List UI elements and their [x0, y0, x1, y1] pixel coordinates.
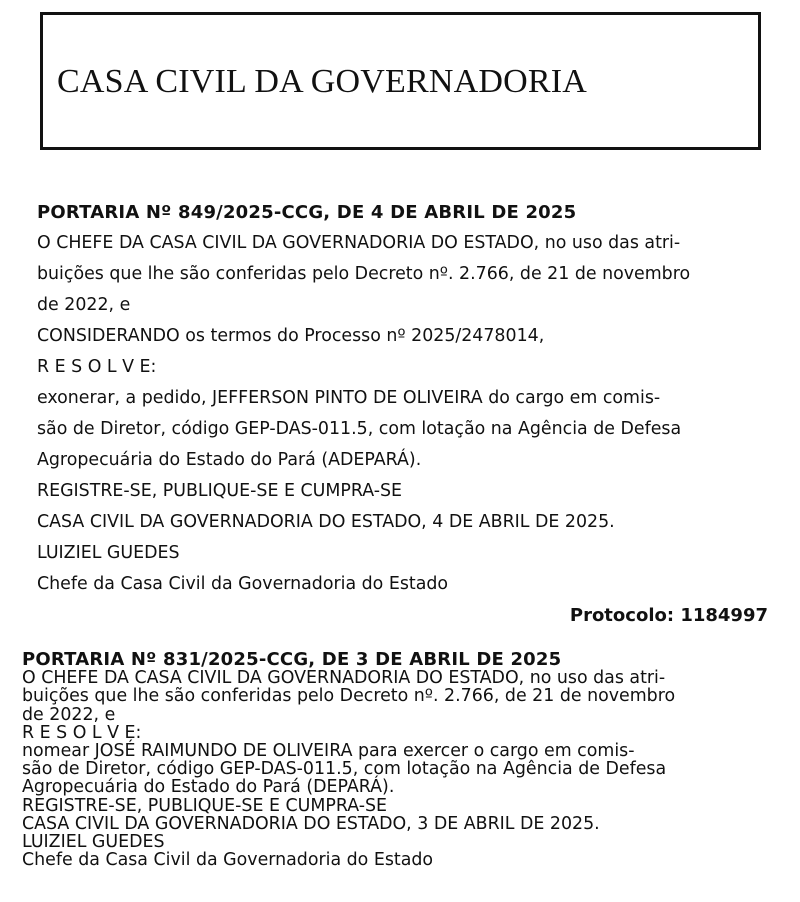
signatory-role: Chefe da Casa Civil da Governadoria do Estado: [37, 574, 449, 594]
portaria-title: PORTARIA Nº 849/2025-CCG, DE 4 DE ABRIL DE 2025: [37, 202, 577, 223]
place-date-line: CASA CIVIL DA GOVERNADORIA DO ESTADO, 4 DE ABRIL DE 2025.: [37, 512, 615, 532]
body-line: são de Diretor, código GEP-DAS-011.5, com lotação na Agência de Defesa: [37, 419, 682, 439]
body-line: Agropecuária do Estado do Pará (ADEPARÁ).: [37, 450, 422, 470]
signatory-role: Chefe da Casa Civil da Governadoria do Estado: [22, 850, 434, 871]
portaria-831: [22, 651, 782, 869]
resolve-line: R E S O L V E:: [22, 722, 142, 743]
body-line: buições que lhe são conferidas pelo Decreto nº. 2.766, de 21 de novembro: [37, 264, 691, 284]
body-line: O CHEFE DA CASA CIVIL DA GOVERNADORIA DO ESTADO, no uso das atri-: [37, 233, 681, 253]
body-line: Agropecuária do Estado do Pará (DEPARÁ).: [22, 777, 395, 798]
registre-line: REGISTRE-SE, PUBLIQUE-SE E CUMPRA-SE: [22, 795, 388, 816]
registre-line: REGISTRE-SE, PUBLIQUE-SE E CUMPRA-SE: [37, 481, 403, 501]
header-box: [40, 12, 761, 150]
signatory-name: LUIZIEL GUEDES: [22, 832, 165, 853]
portaria-849: [37, 197, 767, 631]
body-line: nomear JOSÉ RAIMUNDO DE OLIVEIRA para exercer o cargo em comis-: [22, 741, 635, 762]
body-line: buições que lhe são conferidas pelo Decreto nº. 2.766, de 21 de novembro: [22, 686, 676, 707]
body-line: são de Diretor, código GEP-DAS-011.5, com lotação na Agência de Defesa: [22, 759, 667, 780]
body-line: de 2022, e: [37, 295, 131, 315]
place-date-line: CASA CIVIL DA GOVERNADORIA DO ESTADO, 3 DE ABRIL DE 2025.: [22, 813, 600, 834]
section-title: CASA CIVIL DA GOVERNADORIA: [57, 63, 588, 100]
considerando-line: CONSIDERANDO os termos do Processo nº 2025/2478014,: [37, 326, 545, 346]
body-line: de 2022, e: [22, 704, 116, 725]
body-line: exonerar, a pedido, JEFFERSON PINTO DE OLIVEIRA do cargo em comis-: [37, 388, 661, 408]
resolve-line: R E S O L V E:: [37, 357, 157, 377]
protocolo: Protocolo: 1184997: [569, 605, 768, 626]
portaria-title: PORTARIA Nº 831/2025-CCG, DE 3 DE ABRIL DE 2025: [22, 649, 562, 670]
signatory-name: LUIZIEL GUEDES: [37, 543, 180, 563]
body-line: O CHEFE DA CASA CIVIL DA GOVERNADORIA DO ESTADO, no uso das atri-: [22, 668, 666, 689]
